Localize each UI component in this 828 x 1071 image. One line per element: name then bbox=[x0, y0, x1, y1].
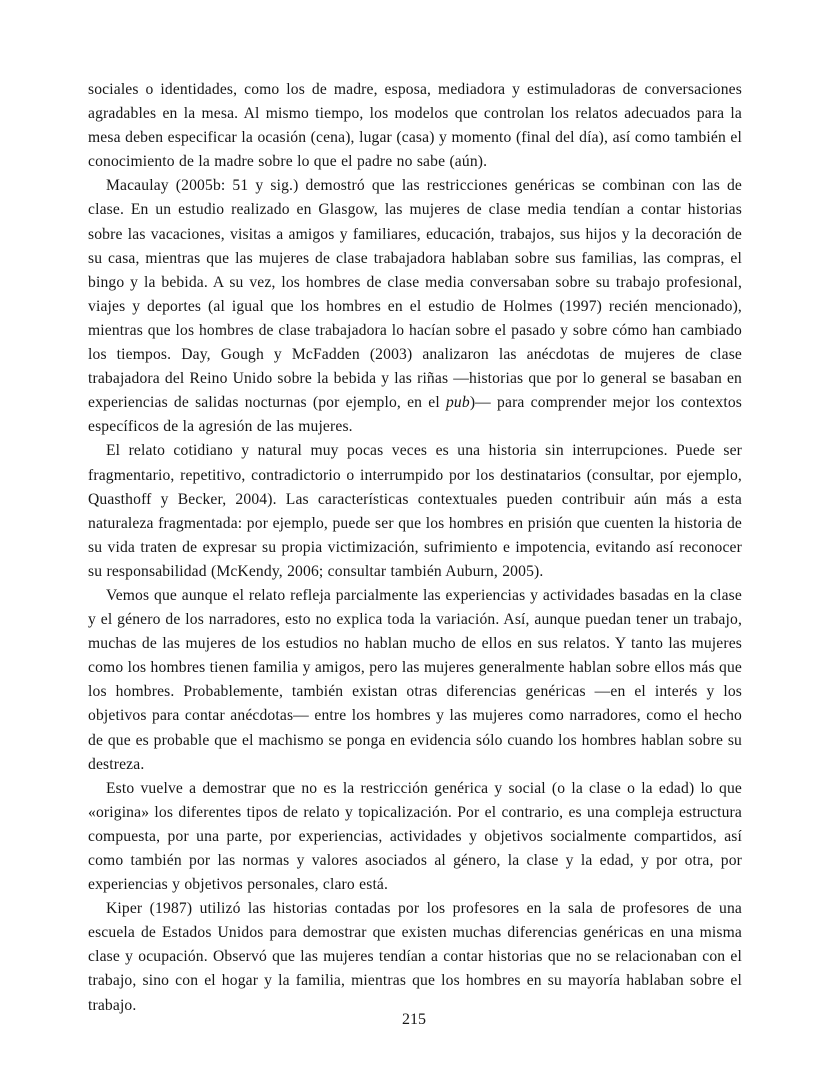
paragraph-relato-cotidiano: El relato cotidiano y natural muy pocas veces es una historia sin interrupciones. Puede ser fragmentario, repetitivo, contradictorio o interrumpido por los destinatarios (consultar, por ejemplo, Quasthoff y Becker, 2004). Las características contextuales pueden contribuir aún más a esta naturaleza fragmentada: por ejemplo, puede ser que los hombres en prisión que cuenten la historia de su vida traten de expresar su propia victimización, sufrimiento e impotencia, evitando así reconocer su responsabilidad (McKendy, 2006; consultar también Auburn, 2005). bbox=[88, 442, 742, 580]
paragraph-macaulay bbox=[88, 174, 742, 439]
paragraph-esto-vuelve-a-demostrar: Esto vuelve a demostrar que no es la restricción genérica y social (o la clase o la edad) lo que «origina» los diferentes tipos de relato y topicalización. Por el contrario, es una compleja estructura compuesta, por una parte, por experiencias, actividades y objetivos socialmente compartidos, así como también por las normas y valores asociados al género, la clase y la edad, y por otra, por experiencias y objetivos personales, claro está. bbox=[88, 779, 742, 894]
italic-term-pub: pub bbox=[445, 394, 470, 412]
paragraph-vemos-que-aunque: Vemos que aunque el relato refleja parcialmente las experiencias y actividades basadas en la clase y el género de los narradores, esto no explica toda la variación. Así, aunque puedan tener un trabajo, muchas de las mujeres de los estudios no hablan mucho de ellos en sus relatos. Y tanto las mujeres como los hombres tienen familia y amigos, pero las mujeres generalmente hablan sobre ellos más que los hombres. Probablemente, también existan otras diferencias genéricas —en el interés y los objetivos para contar anécdotas— entre los hombres y las mujeres como narradores, como el hecho de que es probable que el machismo se ponga en evidencia sólo cuando los hombres hablan sobre su destreza. bbox=[88, 586, 742, 773]
paragraph-kiper: Kiper (1987) utilizó las historias contadas por los profesores en la sala de profesores de una escuela de Estados Unidos para demostrar que existen muchas diferencias genéricas en una misma clase y ocupación. Observó que las mujeres tendían a contar historias que no se relacionaban con el trabajo, sino con el hogar y la familia, mientras que los hombres en su mayoría hablaban sobre el trabajo. bbox=[88, 900, 742, 1014]
page-body-text bbox=[88, 78, 742, 1018]
paragraph-continuation: sociales o identidades, como los de madre, esposa, mediadora y estimuladoras de conversaciones agradables en la mesa. Al mismo tiempo, los modelos que controlan los relatos adecuados para la mesa deben especificar la ocasión (cena), lugar (casa) y momento (final del día), así como también el conocimiento de la madre sobre lo que el padre no sabe (aún). bbox=[88, 81, 742, 171]
page-number: 215 bbox=[402, 1011, 426, 1028]
paragraph-macaulay-text-tail: )— para comprender mejor los contextos específicos de la agresión de las mujeres. bbox=[88, 394, 742, 436]
paragraph-macaulay-text-lead: Macaulay (2005b: 51 y sig.) demostró que las restricciones genéricas se combinan con las de clase. En un estudio realizado en Glasgow, las mujeres de clase media tendían a contar historias sobre las vacaciones, visitas a amigos y familiares, educación, trabajos, sus hijos y la decoración de su casa, mientras que las mujeres de clase trabajadora hablaban sobre sus familias, las compras, el bingo y la bebida. A su vez, los hombres de clase media conversaban sobre su trabajo profesional, viajes y deportes (al igual que los hombres en el estudio de Holmes (1997) recién mencionado), mientras que los hombres de clase trabajadora lo hacían sobre el pasado y sobre cómo han cambiado los tiempos. Day, Gough y McFadden (2003) analizaron las anécdotas de mujeres de clase trabajadora del Reino Unido sobre la bebida y las riñas —historias que por lo general se basaban en experiencias de salidas nocturnas (por ejemplo, en el bbox=[88, 177, 742, 412]
